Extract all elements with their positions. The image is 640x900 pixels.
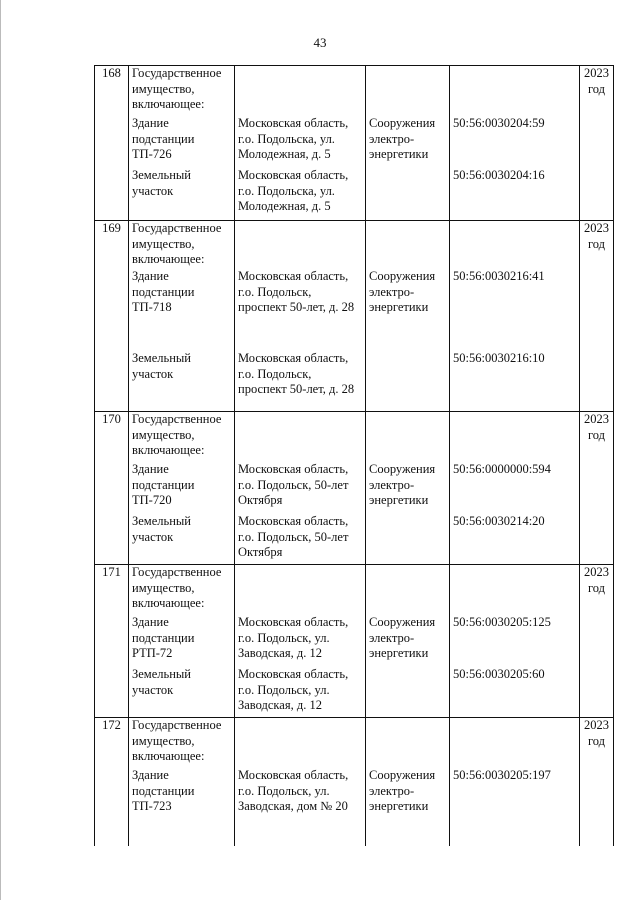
record-year: 2023 год xyxy=(580,565,614,616)
property-registry-table xyxy=(94,65,614,846)
item-row xyxy=(95,514,614,565)
item-category xyxy=(366,514,450,565)
item-row xyxy=(95,269,614,351)
record-cadastral xyxy=(450,718,580,769)
item-cadastral: 50:56:0030205:60 xyxy=(450,667,580,718)
record-row xyxy=(95,718,614,769)
item-address: Московская область, г.о. Подольск, 50-лет Октября xyxy=(235,462,366,514)
item-row xyxy=(95,667,614,718)
record-title: Государственное имущество, включающее: xyxy=(129,66,235,117)
record-title: Государственное имущество, включающее: xyxy=(129,221,235,270)
record-year: 2023 год xyxy=(580,718,614,769)
item-cadastral: 50:56:0030204:16 xyxy=(450,168,580,221)
item-cadastral: 50:56:0030204:59 xyxy=(450,116,580,168)
item-cadastral: 50:56:0000000:594 xyxy=(450,462,580,514)
item-category xyxy=(366,351,450,412)
record-category xyxy=(366,221,450,270)
item-name: Здание подстанции ТП-718 xyxy=(129,269,235,351)
page-number: 43 xyxy=(313,35,327,50)
item-category xyxy=(366,667,450,718)
page-edge xyxy=(0,0,1,900)
record-cadastral xyxy=(450,565,580,616)
item-name: Здание подстанции ТП-726 xyxy=(129,116,235,168)
item-address: Московская область, г.о. Подольск, ул. Заводская, дом № 20 xyxy=(235,768,366,846)
record-year: 2023 год xyxy=(580,221,614,270)
record-row xyxy=(95,221,614,270)
item-category: Сооружения электро-энергетики xyxy=(366,615,450,667)
item-row xyxy=(95,768,614,846)
item-address: Московская область, г.о. Подольск, ул. Заводская, д. 12 xyxy=(235,667,366,718)
item-name: Земельный участок xyxy=(129,351,235,412)
record-number: 169 xyxy=(95,221,129,270)
record-number: 171 xyxy=(95,565,129,616)
item-row xyxy=(95,116,614,168)
item-name: Земельный участок xyxy=(129,514,235,565)
record-year: 2023 год xyxy=(580,412,614,463)
record-number: 170 xyxy=(95,412,129,463)
record-category xyxy=(366,66,450,117)
record-title: Государственное имущество, включающее: xyxy=(129,412,235,463)
item-address: Московская область, г.о. Подольска, ул. Молодежная, д. 5 xyxy=(235,168,366,221)
record-cadastral xyxy=(450,66,580,117)
record-category xyxy=(366,412,450,463)
item-cadastral: 50:56:0030205:125 xyxy=(450,615,580,667)
item-name: Здание подстанции ТП-720 xyxy=(129,462,235,514)
record-address xyxy=(235,66,366,117)
item-address: Московская область, г.о. Подольск, ул. Заводская, д. 12 xyxy=(235,615,366,667)
item-cadastral: 50:56:0030214:20 xyxy=(450,514,580,565)
item-name: Здание подстанции РТП-72 xyxy=(129,615,235,667)
item-row xyxy=(95,168,614,221)
record-address xyxy=(235,565,366,616)
record-row xyxy=(95,412,614,463)
item-row xyxy=(95,462,614,514)
record-year: 2023 год xyxy=(580,66,614,117)
record-cadastral xyxy=(450,221,580,270)
record-cadastral xyxy=(450,412,580,463)
record-address xyxy=(235,412,366,463)
record-row xyxy=(95,565,614,616)
item-address: Московская область, г.о. Подольск, проспект 50-лет, д. 28 xyxy=(235,269,366,351)
item-address: Московская область, г.о. Подольска, ул. Молодежная, д. 5 xyxy=(235,116,366,168)
record-title: Государственное имущество, включающее: xyxy=(129,565,235,616)
item-cadastral: 50:56:0030216:41 xyxy=(450,269,580,351)
item-name: Земельный участок xyxy=(129,168,235,221)
item-address: Московская область, г.о. Подольск, проспект 50-лет, д. 28 xyxy=(235,351,366,412)
item-row xyxy=(95,351,614,412)
record-address xyxy=(235,718,366,769)
record-category xyxy=(366,565,450,616)
record-number: 168 xyxy=(95,66,129,117)
record-row xyxy=(95,66,614,117)
item-category: Сооружения электро-энергетики xyxy=(366,269,450,351)
item-cadastral: 50:56:0030205:197 xyxy=(450,768,580,846)
item-name: Земельный участок xyxy=(129,667,235,718)
item-category: Сооружения электро-энергетики xyxy=(366,768,450,846)
record-number: 172 xyxy=(95,718,129,769)
record-title: Государственное имущество, включающее: xyxy=(129,718,235,769)
item-name: Здание подстанции ТП-723 xyxy=(129,768,235,846)
item-cadastral: 50:56:0030216:10 xyxy=(450,351,580,412)
item-category xyxy=(366,168,450,221)
item-row xyxy=(95,615,614,667)
item-category: Сооружения электро-энергетики xyxy=(366,116,450,168)
record-category xyxy=(366,718,450,769)
item-category: Сооружения электро-энергетики xyxy=(366,462,450,514)
record-address xyxy=(235,221,366,270)
item-address: Московская область, г.о. Подольск, 50-лет Октября xyxy=(235,514,366,565)
